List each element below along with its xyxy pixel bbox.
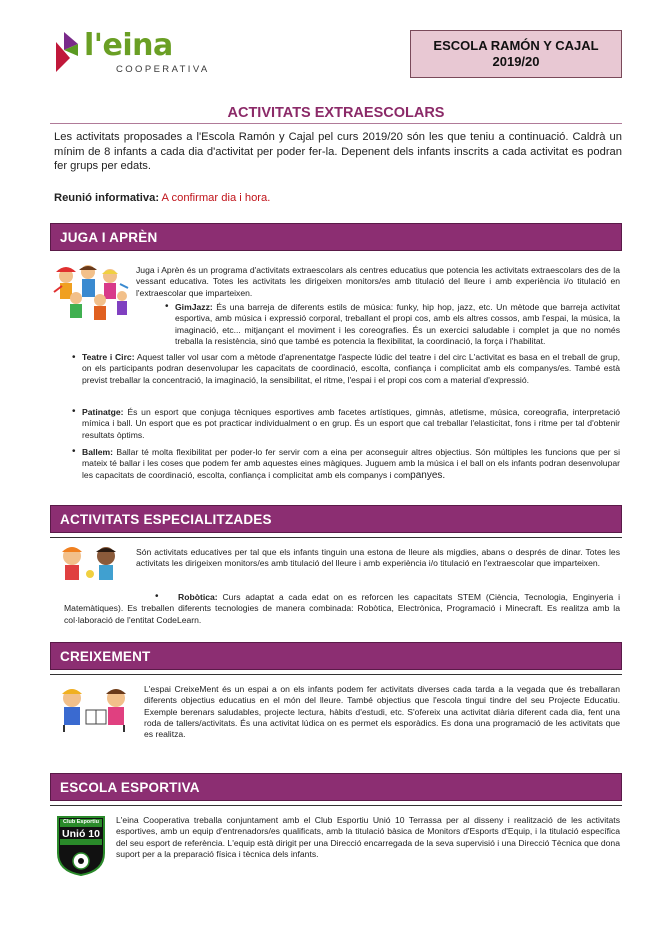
kids-group-illustration [52, 262, 132, 324]
badge-main-text: Unió 10 [62, 828, 100, 840]
logo-mark-icon [50, 28, 84, 76]
school-name: ESCOLA RAMÓN Y CAJAL [433, 38, 599, 53]
reunio-label: Reunió informativa: [54, 192, 160, 204]
club-badge [56, 815, 106, 877]
section-divider [50, 674, 622, 675]
juga-item-teatre [82, 352, 620, 386]
section-bar-juga: JUGA I APRÈN [50, 223, 622, 251]
item-text: Curs adaptat a cada edat on es reforcen les capacitats STEM (Ciència, Tecnologia, Enginyeria i Matemàtiques). Es treballen diferents tecnologies de manera combinada: Robòtica, Electrònica, Programació i Minecraft. Es realitza amb la col·laboració de l'entitat CodeLearn. [64, 592, 621, 625]
juga-item-gimjazz [175, 302, 620, 347]
juga-item-ballem [82, 447, 620, 481]
section-bar-esport: ESCOLA ESPORTIVA [50, 773, 622, 801]
item-name: Patinatge: [82, 407, 124, 417]
especial-item-robotica [64, 592, 620, 626]
title-divider [50, 123, 622, 124]
badge-top-text: Club Esportiu [62, 819, 100, 825]
school-year: 2019/20 [492, 54, 540, 69]
section-divider [50, 537, 622, 538]
item-text: Aquest taller vol usar com a mètode d'aprenentatge l'aspecte lúdic del teatre i del circ L'activitat es basa en el treball de grup, on els participants podran desenvolupar les capacitats de coordinació, escolta, confiança i complicitat amb els companys/es. També està previst treballar la concentració, la imaginació, la sensibilitat, el ritme, l'espai i el propi cos com a material d'expressió. [82, 352, 620, 385]
creix-text: L'espai CreixeMent és un espai a on els infants podem fer activitats diverses cada tarda a la vegada que és treballaran diferents objectius educatius en el món del lleure. També objectius que l'escola tingui tindre del seu Projecte Educatiu. Exemple berenars saludables, projecte lectura, hàbits d'estudi, etc. S'ofereix una activitat diària diferent cada dia, fent una roda de tallers/activitats. És una activitat lúdica on es permet els esporàdics. Es dona una programació de les activitats que es realitza. [144, 684, 620, 740]
logo-wordmark: l'eina [84, 28, 173, 63]
leina-logo [50, 28, 210, 78]
bullet-dot: • [72, 352, 76, 363]
item-name: Teatre i Circ: [82, 352, 135, 362]
bullet-dot: • [72, 406, 76, 417]
school-box [410, 30, 622, 78]
item-text: És una barreja de diferents estils de música: funky, hip hop, jazz, etc. Un mètode que barreja activitat esportiva, amb música i expressió corporal, treballant el propi cos, amb els altres cossos, amb l'espai, la música, la imaginació, etc... mitjançant el moviment i les coreografies. És un exercici saludable i complet ja que no només treballa la resistència, sinó que també es potencia la flexibilitat, la coordinació, la força i l'habilitat. [175, 302, 620, 346]
section-bar-especial: ACTIVITATS ESPECIALITZADES [50, 505, 622, 533]
item-name: Ballem: [82, 447, 114, 457]
item-name: GimJazz: [175, 302, 213, 312]
bullet-dot: • [72, 446, 76, 457]
juga-intro: Juga i Aprèn és un programa d'activitats extraescolars als centres educatius que potencia les activitats extraescolars des de la vessant educativa. Totes les activitats les dirigeixen monitors/es amb titulació del lleure i amb experiència i/o titulació en l'extraescolar que imparteixen. [136, 265, 620, 298]
page-title: ACTIVITATS EXTRAESCOLARS [227, 105, 445, 121]
reunio-value: A confirmar dia i hora. [161, 192, 271, 204]
logo-subtitle: COOPERATIVA [116, 64, 210, 75]
section-divider [50, 805, 622, 806]
bullet-dot: • [165, 301, 169, 312]
section-bar-creix: CREIXEMENT [50, 642, 622, 670]
reunio-line [54, 192, 270, 204]
kids-reading-illustration [54, 684, 140, 734]
intro-paragraph: Les activitats proposades a l'Escola Ramón y Cajal pel curs 2019/20 són les que teniu a continuació. Caldrà un mínim de 8 infants a cada dia d'activitat per poder fer-la. Depenent dels infants inscrits a cada activitat es podran fer grups per edats. [54, 131, 622, 173]
especial-intro: Són activitats educatives per tal que els infants tinguin una estona de lleure als migdies, abans o després de dinar. Totes les activitats les dirigeixen monitors/es amb titulació del lleure i amb experiència i/o titulació en l'extraescolar que imparteixen. [136, 547, 620, 569]
item-text: És un esport que conjuga tècniques esportives amb facetes artístiques, gimnàs, atletisme, música, coreografia, interpretació mímica i ball. Un esport que es pot practicar individualment o en grup. És un esport que cal treballar l'elasticitat, fons i ritme per tal d'obtenir resultats òptims. [82, 407, 621, 440]
juga-item-patinatge [82, 407, 620, 441]
bullet-dot: • [155, 591, 159, 602]
esport-text: L'eina Cooperativa treballa conjuntament amb el Club Esportiu Unió 10 Terrassa per al disseny i realització de les activitats esportives, amb un equip d'entrenadors/es qualificats, amb la titulació bàsica de Monitors d'Esports d'Equip, i la titulació específica del seu esport de referència. L'equip està dirigit per una Direcció encarregada de la seva supervisió i una Direcció Tècnica que dona suport per a la preparació física i tècnica dels infants. [116, 815, 620, 859]
item-text: Ballar té molta flexibilitat per poder-lo fer servir com a eina per aconseguir altres objectius. Són múltiples les funcions que per si mateix té ballar i les coses que podem fer amb aquestes eines màgiques. Juguem amb la música i el ball on els infants podran desenvolupar les capacitats de coordinació, escolta, confiança i complicitat amb els companys i com [82, 447, 621, 480]
item-text-tail: panyes. [410, 469, 446, 481]
item-name: Robòtica: [178, 592, 218, 602]
kids-pair-illustration [56, 544, 126, 584]
